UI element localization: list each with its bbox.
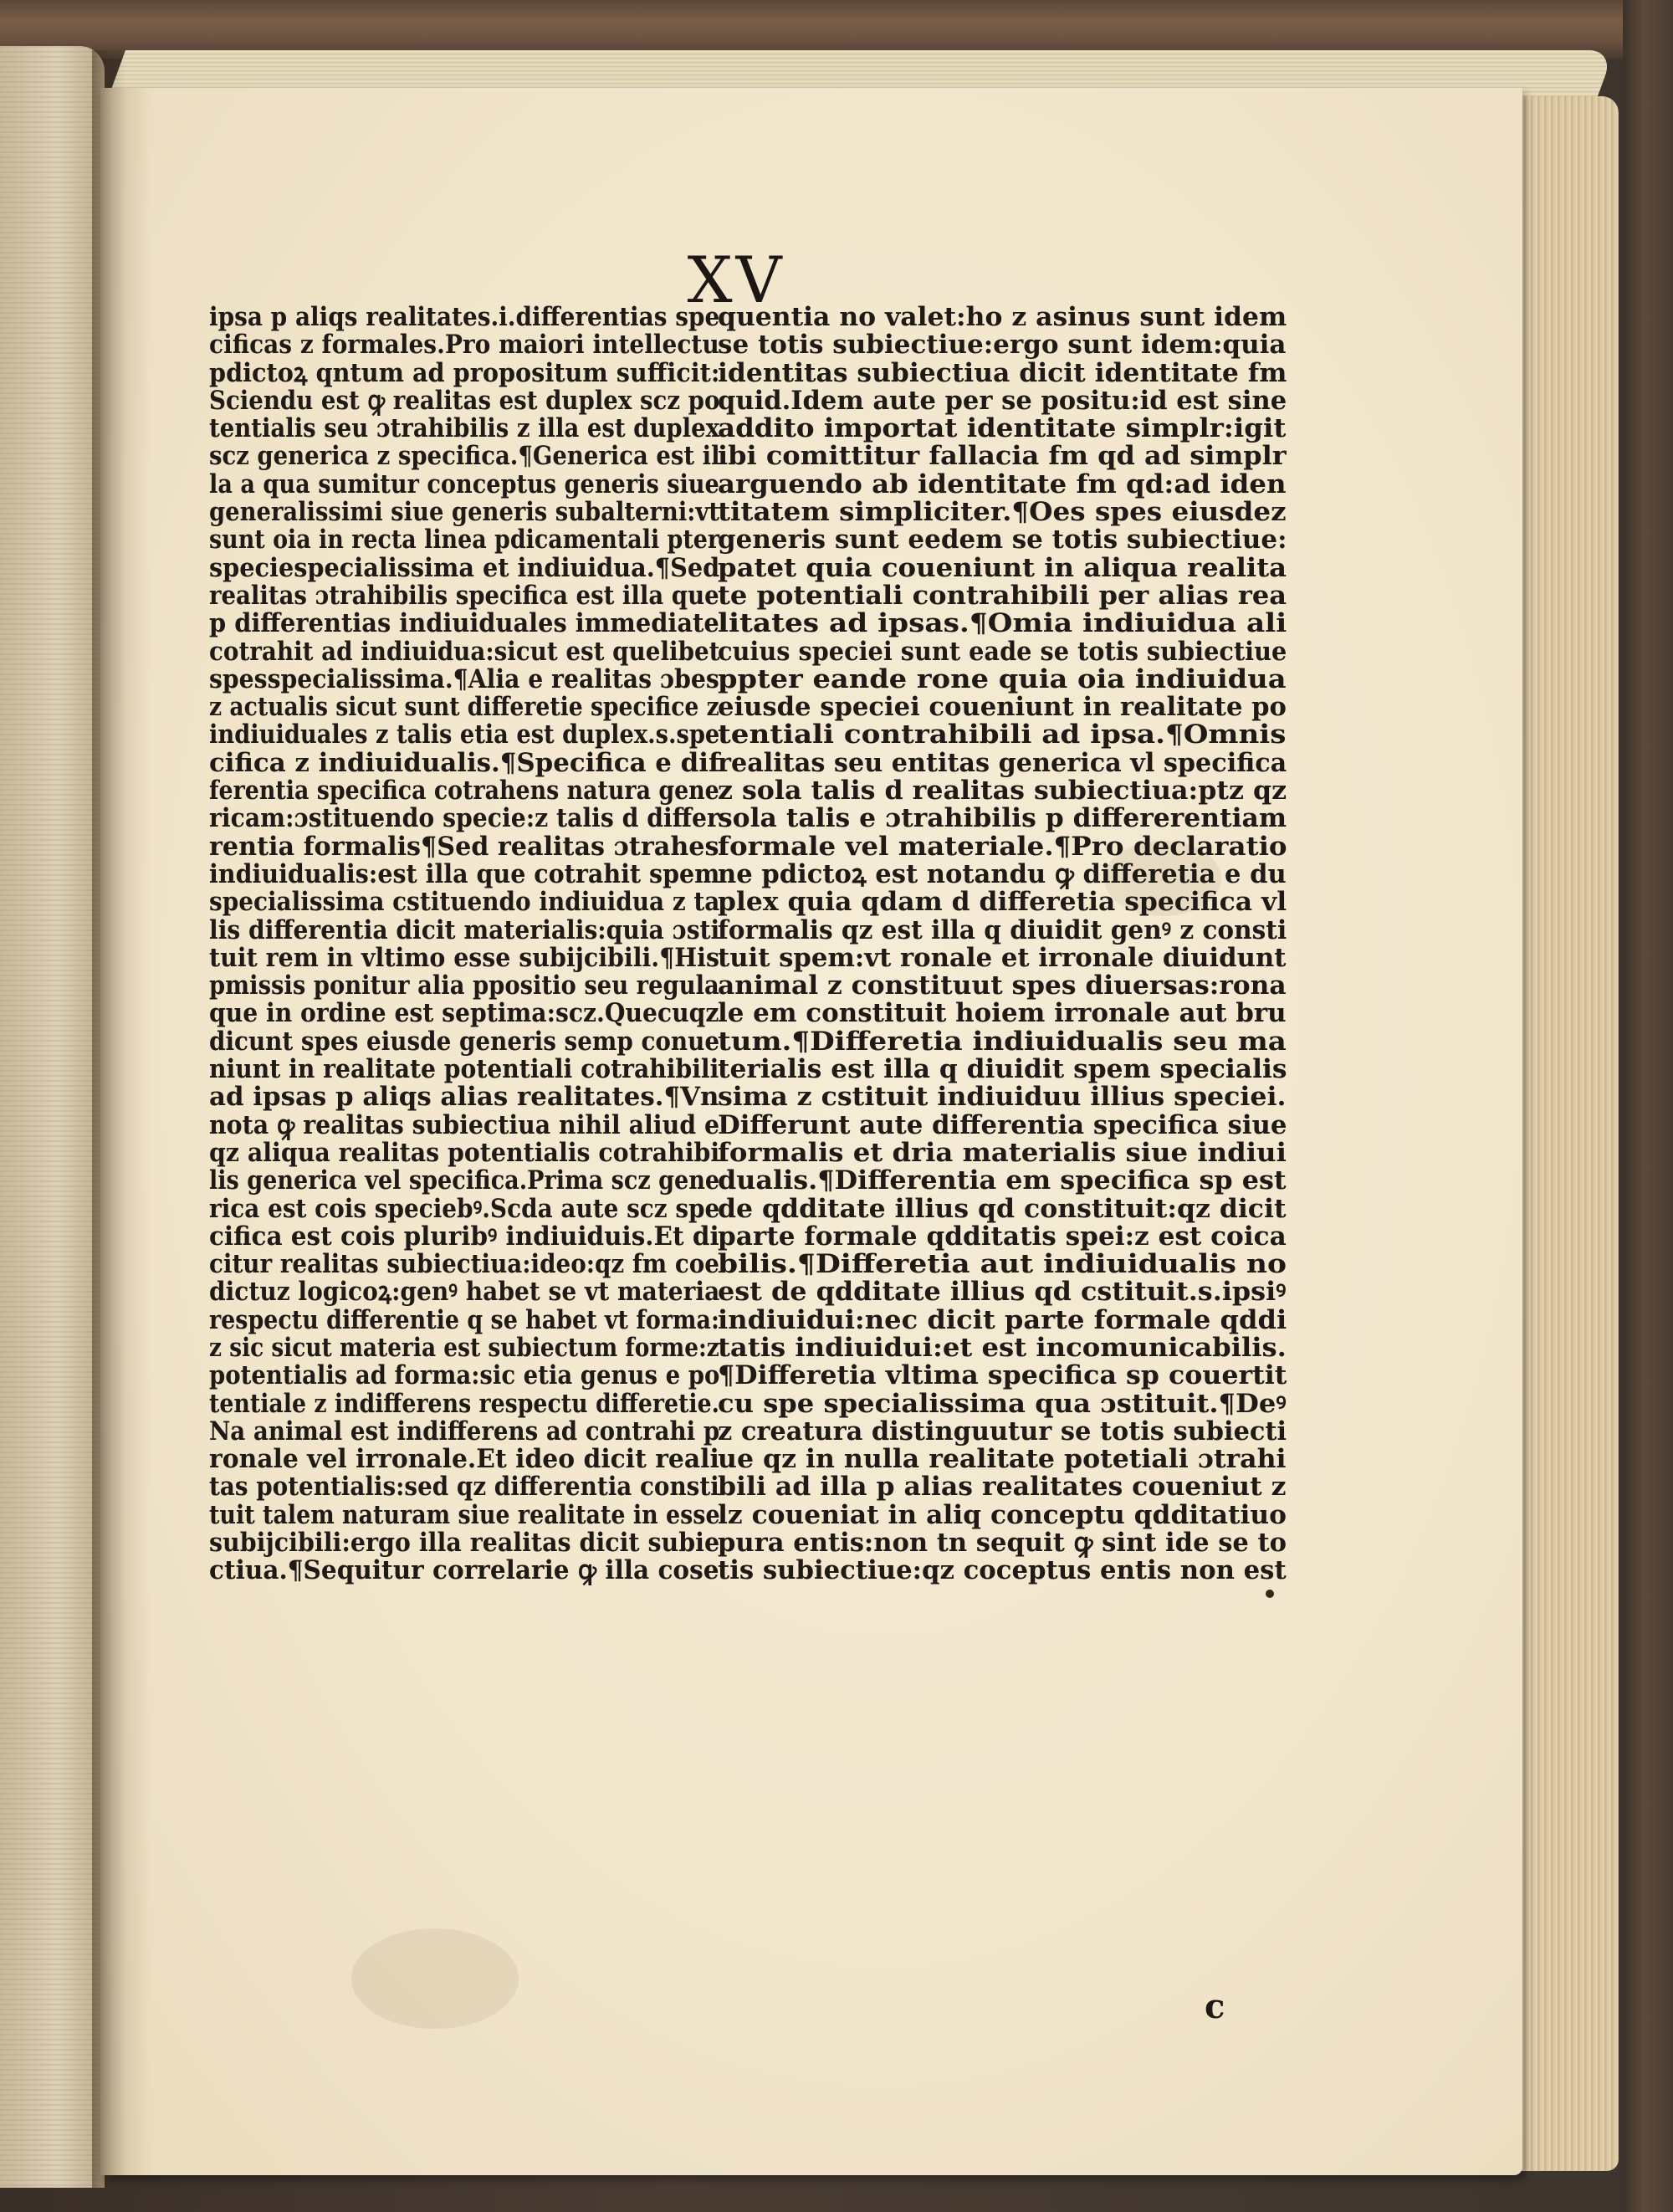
text-line: nota ꝙ realitas subiectiua nihil aliud e [209,1109,720,1140]
text-line: ppter eande rone quia oia indiuidua [718,663,1287,694]
text-line: tuit spem:vt ronale et irronale diuidunt [718,942,1287,973]
text-line: ricam:ɔstituendo specie:z talis d differ [209,803,719,834]
text-line: z creatura distinguutur se totis subiecti [718,1416,1287,1447]
text-line: bilis.¶Differetia aut indiuidualis no [718,1249,1287,1280]
text-line: speciespecialissima et indiuidua.¶Sed [209,552,720,583]
text-line: ne pdictoꝝ est notandu ꝙ differetia e du [718,858,1287,889]
ink-dot [1266,1590,1274,1598]
text-line: litates ad ipsas.¶Omia indiuidua ali [718,608,1287,639]
text-line: addito importat identitate simplr:igit [718,413,1287,444]
text-line: bili ad illa p alias realitates coueniut z [718,1472,1287,1503]
text-line: se totis subiectiue:ergo sunt idem:quia [718,330,1287,361]
text-line: parte formale qdditatis spei:z est coica [718,1221,1287,1252]
text-line: sunt oia in recta linea pdicamentali pter [209,525,720,556]
text-line: dicunt spes eiusde generis semp conue [209,1026,720,1057]
text-line: subijcibili:ergo illa realitas dicit subie [209,1528,720,1559]
text-line: tis subiectiue:qz coceptus entis non est [718,1555,1287,1586]
text-line: niunt in realitate potentiali cotrahibili [209,1054,719,1085]
text-line: Na animal est indifferens ad contrahi p [209,1416,720,1447]
binding-right [1623,0,1673,2212]
text-line: ¶Differetia vltima specifica sp couertit [718,1360,1287,1391]
text-line: respectu differentie q se habet vt forma: [209,1304,719,1335]
gutter-shadow [92,50,125,2192]
recto-page [100,88,1522,2175]
text-line: generis sunt eedem se totis subiectiue: [718,525,1287,556]
text-line: z sola talis d realitas subiectiua:ptz qz [718,776,1287,806]
text-line: tatis indiuidui:et est incomunicabilis. [718,1332,1287,1363]
folio-number: XV [687,243,785,317]
text-line: arguendo ab identitate fm qd:ad iden [718,469,1287,499]
text-line: ibi comittitur fallacia fm qd ad simplr [718,441,1287,472]
text-line: cifica z indiuidualis.¶Specifica e dif [209,747,720,778]
text-line: cu spe specialissima qua ɔstituit.¶Deꝰ [718,1388,1287,1419]
text-line: quentia no valet:ho z asinus sunt idem [718,302,1287,332]
text-line: potentialis ad forma:sic etia genus e po [209,1360,720,1391]
text-line: cifica est cois pluribꝰ indiuiduis.Et di [209,1221,719,1252]
text-line: tas potentialis:sed qz differentia consti [209,1472,719,1503]
text-line: tum.¶Differetia indiuidualis seu ma [718,1026,1287,1057]
text-line: sima z cstituit indiuiduu illius speciei. [718,1082,1287,1113]
text-line: cuius speciei sunt eade se totis subiectiue [718,636,1287,667]
text-line: plex quia qdam d differetia specifica vl [718,887,1287,918]
text-line: p differentias indiuiduales immediate [209,608,719,639]
text-line: specialissima cstituendo indiuidua z ta [209,887,720,918]
text-line: tuit rem in vltimo esse subijcibili.¶His [209,942,719,973]
text-line: eiusde speciei coueniunt in realitate po [718,692,1287,723]
text-line: cificas z formales.Pro maiori intellectu [209,330,719,361]
text-line: quid.Idem aute per se positu:id est sine [718,385,1287,416]
text-line: identitas subiectiua dicit identitate fm [718,357,1287,388]
text-line: cotrahit ad indiuidua:sicut est quelibet [209,636,720,667]
text-line: le em constituit hoiem irronale aut bru [718,998,1287,1029]
text-line: de qdditate illius qd constituit:qz dicit [718,1193,1287,1224]
text-line: formale vel materiale.¶Pro declaratio [718,831,1287,862]
text-line: pmissis ponitur alia ppositio seu regula [209,970,719,1001]
text-line: realitas ɔtrahibilis specifica est illa que [209,580,719,611]
text-line: qz aliqua realitas potentialis cotrahibi [209,1137,720,1168]
signature-mark: c [1205,1987,1225,2026]
text-line: titatem simpliciter.¶Oes spes eiusdez [718,497,1287,528]
text-line: citur realitas subiectiua:ideo:qz fm coe [209,1249,719,1280]
text-column-right [718,304,1287,1585]
text-line: te potentiali contrahibili per alias rea [718,580,1287,611]
text-line: lis differentia dicit materialis:quia ɔsti [209,914,720,945]
text-line: rica est cois speciebꝰ.Scda aute scz spe [209,1193,720,1224]
text-line: pura entis:non tn sequit ꝙ sint ide se to [718,1528,1287,1559]
text-line: Sciendu est ꝙ realitas est duplex scz po [209,385,720,416]
text-line: est de qdditate illius qd cstituit.s.ipsiꝰ [718,1277,1287,1308]
text-line: generalissimi siue generis subalterni:vt [209,497,719,528]
left-page-texture [0,46,99,2188]
text-line: realitas seu entitas generica vl specifica [718,747,1287,778]
text-line: indiuiduales z talis etia est duplex.s.spe [209,719,720,750]
text-line: animal z constituut spes diuersas:rona [718,970,1287,1001]
text-line: Differunt aute differentia specifica siue [718,1109,1287,1140]
text-line: la a qua sumitur conceptus generis siue [209,469,719,499]
text-line: ctiua.¶Sequitur correlarie ꝙ illa cose [209,1555,719,1586]
text-line: ad ipsas p aliqs alias realitates.¶Vn [209,1082,719,1113]
text-line: pdictoꝝ qntum ad propositum sufficit: [209,357,720,388]
text-line: tentiale z indifferens respectu differetie. [209,1388,719,1419]
text-line: lis generica vel specifica.Prima scz gene [209,1165,720,1196]
text-line: scz generica z specifica.¶Generica est il [209,441,720,472]
text-line: dualis.¶Differentia em specifica sp est [718,1165,1287,1196]
text-line: spesspecialissima.¶Alia e realitas ɔbes [209,663,719,694]
text-line: ronale vel irronale.Et ideo dicit reali [209,1444,719,1475]
text-line: sola talis e ɔtrahibilis p differerentiam [718,803,1287,834]
text-line: z sic sicut materia est subiectum forme:z [209,1332,719,1363]
text-line: terialis est illa q diuidit spem specialis [718,1054,1287,1085]
text-line: tentiali contrahibili ad ipsa.¶Omnis [718,719,1287,750]
text-line: que in ordine est septima:scz.Quecuqz [209,998,719,1029]
text-line: formalis qz est illa q diuidit genꝰ z consti [718,914,1287,945]
text-column-left [209,304,719,1585]
text-line: ferentia specifica cotrahens natura gene [209,776,719,806]
text-line: ue qz in nulla realitate potetiali ɔtrahi [718,1444,1287,1475]
text-line: formalis et dria materialis siue indiui [718,1137,1287,1168]
text-line: indiuidui:nec dicit parte formale qddi [718,1304,1287,1335]
text-line: ipsa p aliqs realitates.i.differentias spe [209,302,720,332]
text-line: tentialis seu ɔtrahibilis z illa est duplex [209,413,720,444]
text-line: z actualis sicut sunt differetie specifice z [209,692,719,723]
text-line: tuit talem naturam siue realitate in esse [209,1499,720,1530]
text-line: patet quia coueniunt in aliqua realita [718,552,1287,583]
text-line: dictuz logicoꝝ:genꝰ habet se vt materia [209,1277,720,1308]
text-line: rentia formalis¶Sed realitas ɔtrahes [209,831,719,862]
text-line: indiuidualis:est illa que cotrahit spem [209,858,720,889]
text-line: lz coueniat in aliq conceptu qdditatiuo [718,1499,1287,1530]
paper-stain [351,1928,519,2029]
